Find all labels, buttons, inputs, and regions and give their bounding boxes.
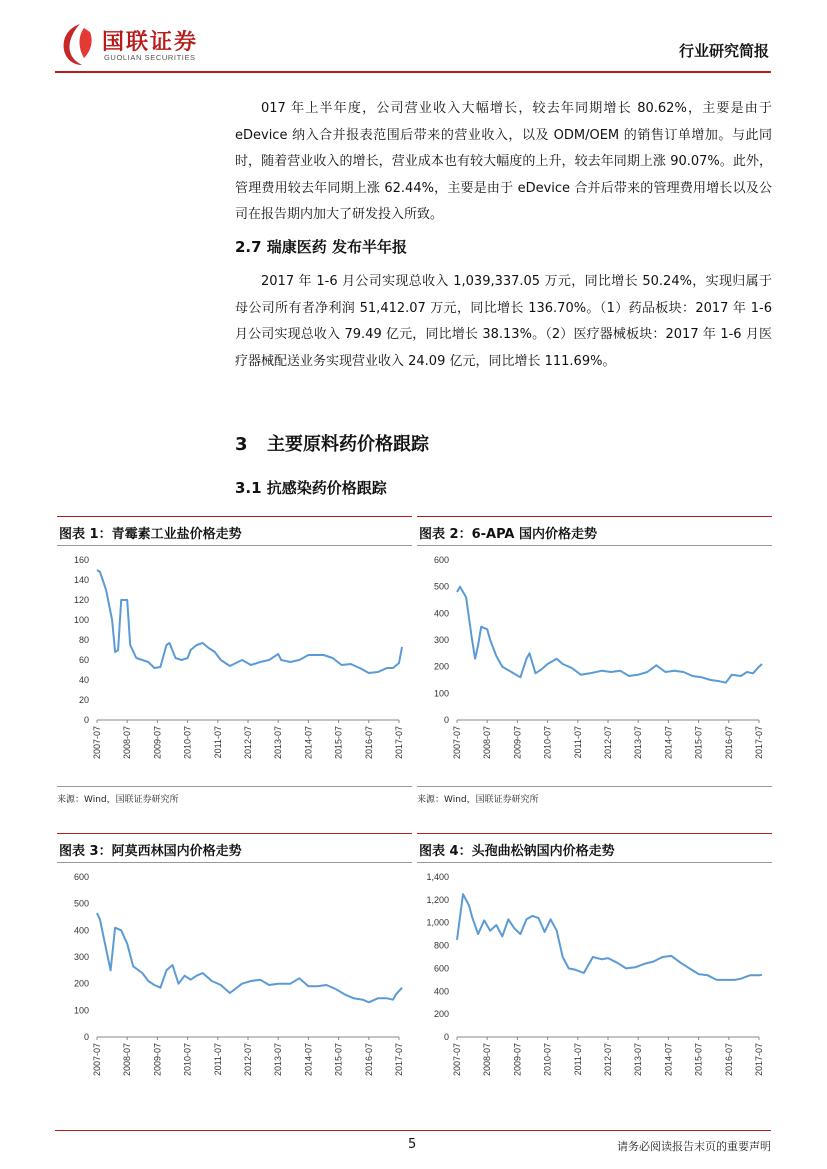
x-tick-label: 2012-07 bbox=[603, 1043, 613, 1077]
figure-title: 图表 2：6-APA 国内价格走势 bbox=[419, 527, 597, 542]
section-heading-3 bbox=[235, 430, 429, 456]
x-tick-label: 2007-07 bbox=[452, 1043, 462, 1077]
figure-source: 来源：Wind，国联证券研究所 bbox=[417, 786, 772, 805]
x-tick-label: 2008-07 bbox=[122, 726, 133, 760]
y-tick-label: 60 bbox=[78, 655, 89, 665]
figure-title-bar bbox=[57, 516, 412, 546]
x-tick-label: 2014-07 bbox=[663, 1043, 674, 1077]
series-line bbox=[457, 894, 762, 980]
figure-1 bbox=[57, 516, 412, 806]
x-tick-label: 2009-07 bbox=[152, 1043, 163, 1077]
chart-ceftriaxone bbox=[417, 865, 772, 1105]
header-divider bbox=[55, 71, 771, 73]
x-tick-label: 2010-07 bbox=[542, 1043, 553, 1077]
x-tick-label: 2011-07 bbox=[572, 1043, 583, 1076]
paragraph-text: 2017 年 1-6 月公司实现总收入 1,039,337.05 万元，同比增长 50.24%，实现归属于母公司所有者净利润 51,412.07 万元，同比增长 136.70%。（1）药品板块：2017 年 1-6 月公司实现总收入 79.49 亿元，同比增长 38.13%。（2）医疗器械板块：2017 年 1-6 月医疗器械配送业务实现营业收入 24.09 亿元，同比增长 111.69%。 bbox=[235, 274, 772, 369]
x-tick-label: 2012-07 bbox=[243, 726, 253, 760]
y-tick-label: 500 bbox=[433, 581, 449, 592]
x-tick-label: 2011-07 bbox=[572, 726, 583, 759]
x-tick-label: 2015-07 bbox=[333, 726, 344, 760]
disclaimer-note: 请务必阅读报告末页的重要声明 bbox=[617, 1140, 771, 1153]
y-tick-label: 120 bbox=[73, 595, 89, 605]
y-tick-label: 300 bbox=[433, 635, 449, 645]
paragraph-ruikang bbox=[235, 269, 772, 375]
x-tick-label: 2014-07 bbox=[303, 726, 314, 760]
y-tick-label: 80 bbox=[78, 635, 89, 645]
document-type-label: 行业研究简报 bbox=[678, 42, 769, 60]
paragraph-edevice bbox=[235, 96, 772, 229]
x-tick-label: 2016-07 bbox=[723, 1043, 734, 1077]
y-tick-label: 1,400 bbox=[426, 872, 449, 882]
figure-title: 图表 4：头孢曲松钠国内价格走势 bbox=[419, 844, 615, 859]
series-line bbox=[97, 913, 402, 1002]
y-tick-label: 1,000 bbox=[426, 917, 449, 928]
chart-penicillin bbox=[57, 548, 412, 788]
figure-2 bbox=[417, 516, 772, 806]
x-tick-label: 2008-07 bbox=[482, 1043, 493, 1077]
x-tick-label: 2015-07 bbox=[333, 1043, 344, 1077]
section-title: 主要原料药价格跟踪 bbox=[267, 434, 429, 455]
company-logo bbox=[60, 22, 230, 66]
y-tick-label: 200 bbox=[433, 1009, 449, 1020]
x-tick-label: 2008-07 bbox=[122, 1043, 133, 1077]
y-tick-label: 140 bbox=[73, 575, 89, 585]
y-tick-label: 0 bbox=[443, 1032, 449, 1042]
x-tick-label: 2013-07 bbox=[273, 1043, 284, 1077]
x-tick-label: 2009-07 bbox=[512, 726, 523, 760]
x-tick-label: 2010-07 bbox=[542, 726, 553, 760]
x-tick-label: 2016-07 bbox=[723, 726, 734, 760]
figure-title-bar bbox=[57, 833, 412, 863]
y-tick-label: 400 bbox=[433, 608, 449, 619]
figure-title-bar bbox=[417, 516, 772, 546]
y-tick-label: 0 bbox=[443, 715, 449, 725]
x-tick-label: 2010-07 bbox=[182, 1043, 193, 1077]
y-tick-label: 160 bbox=[73, 555, 89, 565]
y-tick-label: 600 bbox=[433, 555, 449, 565]
y-tick-label: 100 bbox=[73, 1005, 89, 1016]
section-heading-3-1: 3.1 抗感染药价格跟踪 bbox=[235, 479, 387, 497]
logo-text-cn: 国联证券 bbox=[102, 30, 199, 55]
x-tick-label: 2015-07 bbox=[693, 1043, 704, 1077]
x-tick-label: 2016-07 bbox=[363, 1043, 374, 1077]
x-tick-label: 2016-07 bbox=[363, 726, 374, 760]
x-tick-label: 2010-07 bbox=[182, 726, 193, 760]
y-tick-label: 40 bbox=[78, 675, 89, 685]
series-line bbox=[457, 587, 762, 683]
x-tick-label: 2014-07 bbox=[303, 1043, 314, 1077]
figure-source: 来源：Wind，国联证券研究所 bbox=[57, 786, 412, 805]
x-tick-label: 2008-07 bbox=[482, 726, 493, 760]
x-tick-label: 2017-07 bbox=[754, 1043, 764, 1077]
chart-amoxicillin bbox=[57, 865, 412, 1105]
figure-3 bbox=[57, 833, 412, 1093]
paragraph-text: 017 年上半年度，公司营业收入大幅增长，较去年同期增长 80.62%，主要是由于 eDevice 纳入合并报表范围后带来的营业收入，以及 ODM/OEM 的销售订单增加。与此同时，随着营业收入的增长，营业成本也有较大幅度的上升，较去年同期上涨 90.07%。此外，管理费用较去年同期上涨 62.44%，主要是由于 eDevice 合并后带来的管理费用增长以及公司在报告期内加大了研发投入所致。 bbox=[235, 101, 772, 222]
logo-text-en: GUOLIAN SECURITIES bbox=[104, 53, 196, 62]
logo-mark-icon bbox=[60, 22, 100, 66]
y-tick-label: 0 bbox=[83, 715, 89, 725]
figure-title: 图表 3：阿莫西林国内价格走势 bbox=[59, 844, 242, 859]
x-tick-label: 2013-07 bbox=[633, 1043, 644, 1077]
x-tick-label: 2009-07 bbox=[152, 726, 163, 760]
x-tick-label: 2012-07 bbox=[243, 1043, 253, 1077]
x-tick-label: 2009-07 bbox=[512, 1043, 523, 1077]
y-tick-label: 800 bbox=[433, 940, 449, 951]
chart-6apa bbox=[417, 548, 772, 788]
section-heading-2-7: 2.7 瑞康医药 发布半年报 bbox=[235, 238, 408, 256]
page-header bbox=[55, 20, 771, 70]
figure-4 bbox=[417, 833, 772, 1093]
x-tick-label: 2015-07 bbox=[693, 726, 704, 760]
y-tick-label: 600 bbox=[433, 963, 449, 974]
x-tick-label: 2014-07 bbox=[663, 726, 674, 760]
x-tick-label: 2012-07 bbox=[603, 726, 613, 760]
y-tick-label: 300 bbox=[73, 952, 89, 962]
x-tick-label: 2017-07 bbox=[394, 1043, 404, 1077]
y-tick-label: 100 bbox=[73, 615, 89, 625]
section-number: 3 bbox=[235, 434, 248, 455]
figure-title-bar bbox=[417, 833, 772, 863]
page-number: 5 bbox=[408, 1137, 417, 1152]
footer-divider bbox=[55, 1130, 771, 1131]
x-tick-label: 2013-07 bbox=[633, 726, 644, 760]
y-tick-label: 1,200 bbox=[426, 894, 449, 905]
y-tick-label: 20 bbox=[78, 695, 89, 705]
y-tick-label: 400 bbox=[73, 925, 89, 936]
y-tick-label: 400 bbox=[433, 986, 449, 997]
y-tick-label: 600 bbox=[73, 872, 89, 882]
y-tick-label: 0 bbox=[83, 1032, 89, 1042]
x-tick-label: 2007-07 bbox=[92, 1043, 102, 1077]
series-line bbox=[97, 570, 402, 673]
y-tick-label: 500 bbox=[73, 898, 89, 909]
y-tick-label: 200 bbox=[433, 661, 449, 672]
x-tick-label: 2013-07 bbox=[273, 726, 284, 760]
x-tick-label: 2011-07 bbox=[212, 1043, 223, 1076]
y-tick-label: 100 bbox=[433, 688, 449, 699]
x-tick-label: 2017-07 bbox=[754, 726, 764, 760]
x-tick-label: 2017-07 bbox=[394, 726, 404, 760]
x-tick-label: 2007-07 bbox=[92, 726, 102, 760]
x-tick-label: 2007-07 bbox=[452, 726, 462, 760]
x-tick-label: 2011-07 bbox=[212, 726, 223, 759]
y-tick-label: 200 bbox=[73, 978, 89, 989]
figure-title: 图表 1：青霉素工业盐价格走势 bbox=[59, 527, 242, 542]
